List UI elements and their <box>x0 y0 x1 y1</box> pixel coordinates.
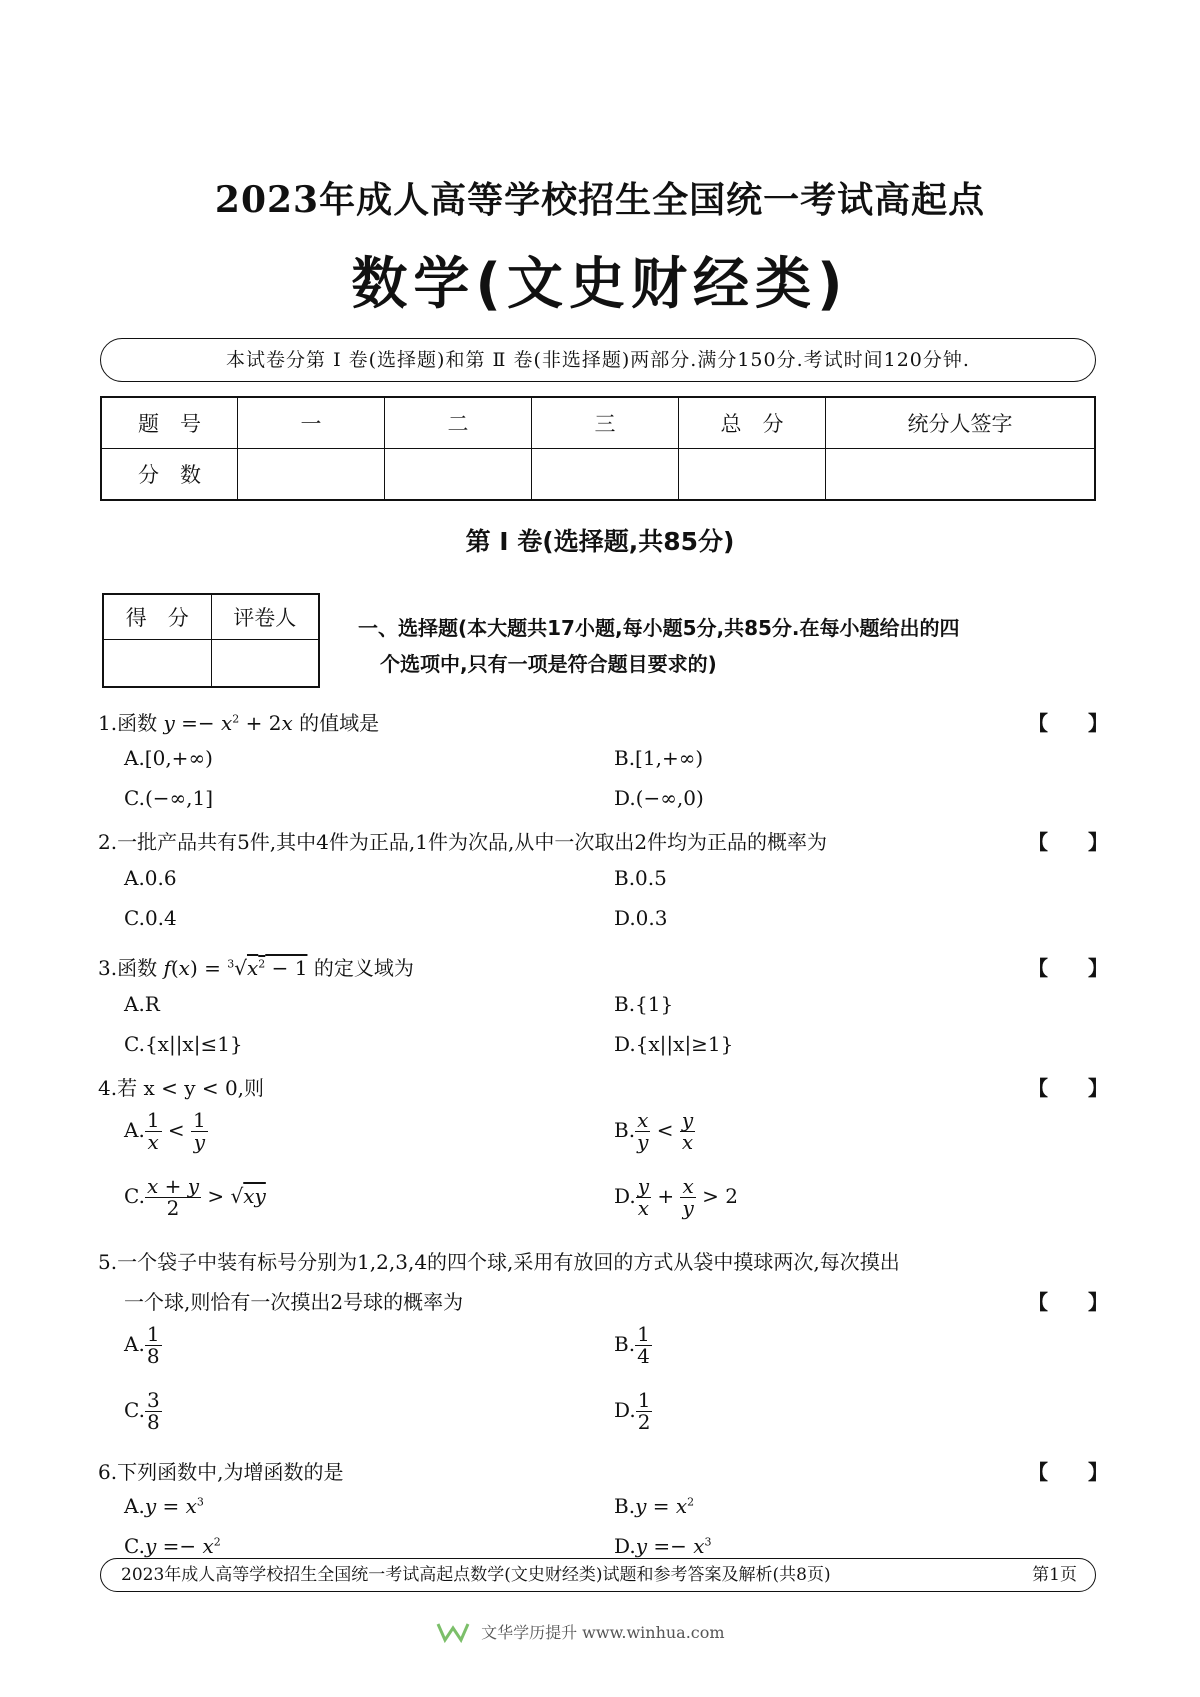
footer-text: 2023年成人高等学校招生全国统一考试高起点数学(文史财经类)试题和参考答案及解析(共8页) <box>121 1565 831 1585</box>
q1-option-a[interactable]: A.[0,+∞) <box>124 746 213 770</box>
q4-option-c[interactable]: C. $\frac{x + y}{2}$ > √xy <box>124 1174 266 1220</box>
q3-option-d[interactable]: D.{x||x|≥1} <box>614 1032 734 1056</box>
page-footer <box>100 1558 1096 1592</box>
q3-option-c[interactable]: C.{x||x|≤1} <box>124 1032 243 1056</box>
score-table <box>100 396 1096 501</box>
q1-option-d[interactable]: D.(−∞,0) <box>614 786 704 810</box>
q3-option-a[interactable]: A.R <box>124 992 160 1016</box>
q4-option-a[interactable]: A. $\frac{1}{x}$ < $\frac{1}{y}$ <box>124 1108 206 1154</box>
score-header-cell: 一 <box>238 397 385 449</box>
question-4-stem: 4.若 x < y < 0,则 <box>98 1076 265 1100</box>
q1-option-c[interactable]: C.(−∞,1] <box>124 786 214 810</box>
answer-bracket[interactable]: 【 】 <box>1028 830 1108 854</box>
score-table-header-row <box>101 397 1095 449</box>
q6-option-d[interactable]: $D.y =- x^3$ <box>614 1534 712 1558</box>
answer-bracket[interactable]: 【 】 <box>1028 711 1108 735</box>
q2-option-b[interactable]: B.0.5 <box>614 866 667 890</box>
answer-bracket[interactable]: 【 】 <box>1028 956 1108 980</box>
section-instruction <box>358 610 1098 682</box>
watermark <box>436 1620 725 1647</box>
question-5-stem-cont: 一个球,则恰有一次摸出2号球的概率为 <box>124 1290 464 1314</box>
exam-title: 2023年成人高等学校招生全国统一考试高起点 <box>214 179 986 221</box>
q5-option-a[interactable]: A. $\frac{1}{8}$ <box>124 1322 160 1368</box>
section-heading: 第 Ⅰ 卷(选择题,共85分) <box>465 527 735 556</box>
score-cell[interactable] <box>679 449 826 501</box>
answer-bracket[interactable]: 【 】 <box>1028 1460 1108 1484</box>
q1-option-b[interactable]: B.[1,+∞) <box>614 746 704 770</box>
winhua-logo-icon <box>436 1621 470 1647</box>
grader-header: 评卷人 <box>211 594 319 640</box>
q6-option-b[interactable]: $B.y = x^2$ <box>614 1494 695 1518</box>
score-header-cell: 总 分 <box>679 397 826 449</box>
score-row-label: 分 数 <box>101 449 238 501</box>
grader-cell[interactable] <box>103 640 211 688</box>
score-cell[interactable] <box>532 449 679 501</box>
score-table-value-row <box>101 449 1095 501</box>
grader-cell[interactable] <box>211 640 319 688</box>
score-header-cell: 统分人签字 <box>826 397 1096 449</box>
score-header-cell: 二 <box>385 397 532 449</box>
grader-table <box>102 593 320 688</box>
q5-option-c[interactable]: C. $\frac{3}{8}$ <box>124 1388 160 1434</box>
q2-option-c[interactable]: C.0.4 <box>124 906 177 930</box>
answer-bracket[interactable]: 【 】 <box>1028 1290 1108 1314</box>
page-number: 第1页 <box>1032 1565 1077 1585</box>
q3-option-b[interactable]: B.{1} <box>614 992 674 1016</box>
q4-option-b[interactable]: B. $\frac{x}{y}$ < $\frac{y}{x}$ <box>614 1108 694 1154</box>
question-6-stem: 6.下列函数中,为增函数的是 <box>98 1460 344 1484</box>
q2-option-d[interactable]: D.0.3 <box>614 906 668 930</box>
score-cell[interactable] <box>826 449 1096 501</box>
instruction-line: 一、选择题(本大题共17小题,每小题5分,共85分.在每小题给出的四 <box>358 616 960 640</box>
q5-option-b[interactable]: B. $\frac{1}{4}$ <box>614 1322 650 1368</box>
grader-header: 得 分 <box>103 594 211 640</box>
score-header-cell: 三 <box>532 397 679 449</box>
question-3-stem: 3.函数 $f(x) = ^3√x^2 - 1$ 的定义域为 <box>98 956 414 980</box>
q4-option-d[interactable]: D. $\frac{y}{x}$ + $\frac{x}{y}$ > 2 <box>614 1174 738 1220</box>
subject-title: 数学(文史财经类) <box>351 252 849 317</box>
question-1-stem: 1.函数 $y =- x^2 + 2x$ 的值域是 <box>98 711 380 735</box>
q6-option-c[interactable]: $C.y =- x^2$ <box>124 1534 221 1558</box>
score-cell[interactable] <box>238 449 385 501</box>
question-5-stem: 5.一个袋子中装有标号分别为1,2,3,4的四个球,采用有放回的方式从袋中摸球两次,每次摸出 <box>98 1250 900 1274</box>
answer-bracket[interactable]: 【 】 <box>1028 1076 1108 1100</box>
score-header-cell: 题 号 <box>101 397 238 449</box>
instruction-line: 个选项中,只有一项是符合题目要求的) <box>380 652 717 676</box>
watermark-text: 文华学历提升 www.winhua.com <box>481 1623 725 1642</box>
q6-option-a[interactable]: $A.y = x^3$ <box>124 1494 204 1518</box>
exam-notice: 本试卷分第 Ⅰ 卷(选择题)和第 Ⅱ 卷(非选择题)两部分.满分150分.考试时间120分钟. <box>100 338 1096 382</box>
q5-option-d[interactable]: D. $\frac{1}{2}$ <box>614 1388 651 1434</box>
score-cell[interactable] <box>385 449 532 501</box>
question-2-stem: 2.一批产品共有5件,其中4件为正品,1件为次品,从中一次取出2件均为正品的概率为 <box>98 830 828 854</box>
q2-option-a[interactable]: A.0.6 <box>124 866 177 890</box>
